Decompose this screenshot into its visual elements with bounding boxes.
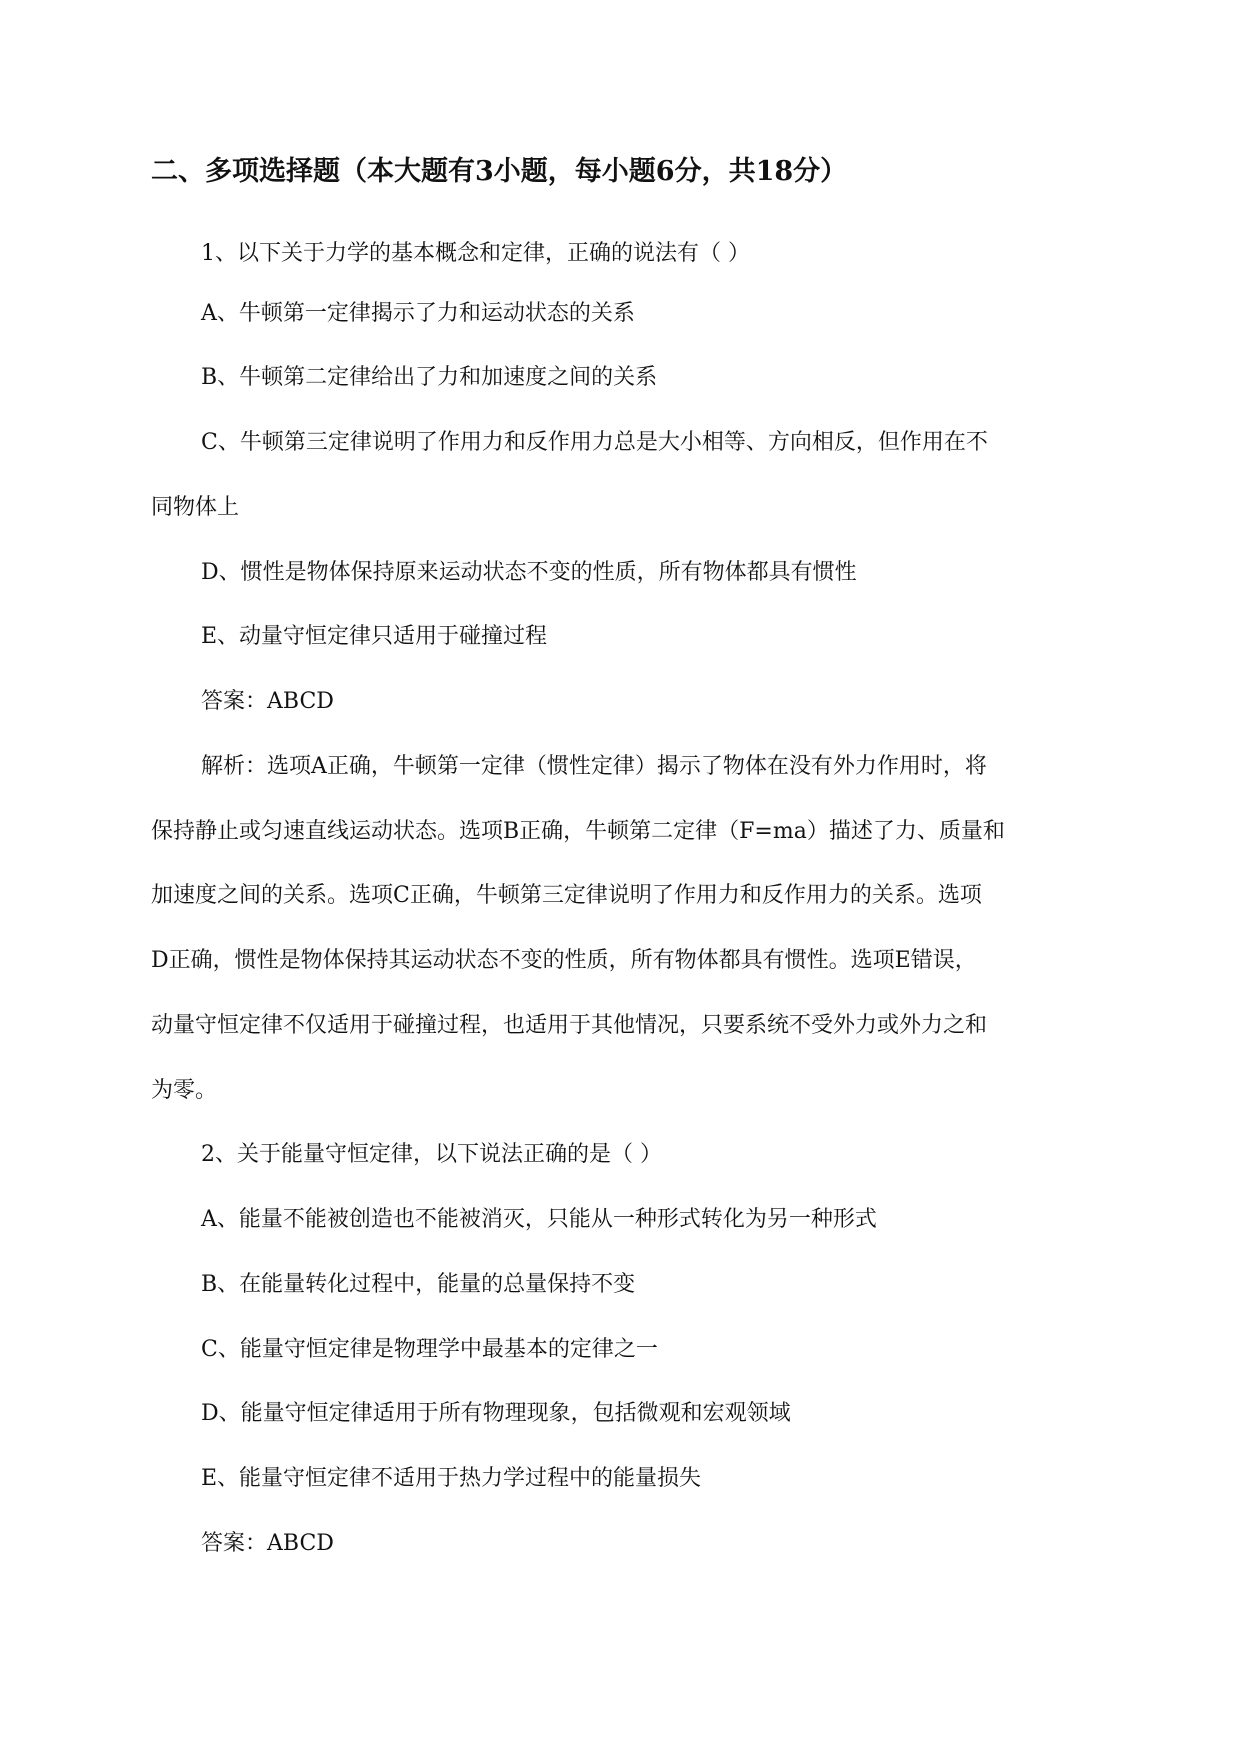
question-1-analysis-line2: 保持静止或匀速直线运动状态。选项B正确，牛顿第二定律（F=ma）描述了力、质量和 xyxy=(151,819,1005,844)
question-1-analysis-line1: 解析：选项A正确，牛顿第一定律（惯性定律）揭示了物体在没有外力作用时，将 xyxy=(201,754,987,779)
question-2-option-c: C、能量守恒定律是物理学中最基本的定律之一 xyxy=(201,1337,658,1362)
question-1-option-d: D、惯性是物体保持原来运动状态不变的性质，所有物体都具有惯性 xyxy=(201,560,857,585)
question-1-option-c-line1: C、牛顿第三定律说明了作用力和反作用力总是大小相等、方向相反，但作用在不 xyxy=(201,430,988,455)
question-1-analysis-line5: 动量守恒定律不仅适用于碰撞过程，也适用于其他情况，只要系统不受外力或外力之和 xyxy=(151,1013,988,1038)
question-2-answer: 答案：ABCD xyxy=(201,1531,334,1556)
question-1-answer: 答案：ABCD xyxy=(201,689,334,714)
question-1-analysis-line4: D正确，惯性是物体保持其运动状态不变的性质，所有物体都具有惯性。选项E错误， xyxy=(151,948,977,973)
question-2-option-d: D、能量守恒定律适用于所有物理现象，包括微观和宏观领域 xyxy=(201,1401,791,1426)
question-1-stem: 1、以下关于力学的基本概念和定律，正确的说法有（ ） xyxy=(201,241,750,266)
question-2-option-a: A、能量不能被创造也不能被消灭，只能从一种形式转化为另一种形式 xyxy=(201,1207,877,1232)
question-1-option-e: E、动量守恒定律只适用于碰撞过程 xyxy=(201,624,548,649)
question-1-option-c-line2: 同物体上 xyxy=(151,495,240,520)
question-1-option-b: B、牛顿第二定律给出了力和加速度之间的关系 xyxy=(201,365,658,390)
question-1-analysis-line6: 为零。 xyxy=(151,1078,218,1103)
section-heading: 二、多项选择题（本大题有3小题，每小题6分，共18分） xyxy=(151,156,848,187)
question-2-option-e: E、能量守恒定律不适用于热力学过程中的能量损失 xyxy=(201,1466,702,1491)
question-1-option-a: A、牛顿第一定律揭示了力和运动状态的关系 xyxy=(201,301,635,326)
question-1-analysis-line3: 加速度之间的关系。选项C正确，牛顿第三定律说明了作用力和反作用力的关系。选项 xyxy=(151,883,982,908)
question-2-stem: 2、关于能量守恒定律，以下说法正确的是（ ） xyxy=(201,1142,662,1167)
question-2-option-b: B、在能量转化过程中，能量的总量保持不变 xyxy=(201,1272,636,1297)
